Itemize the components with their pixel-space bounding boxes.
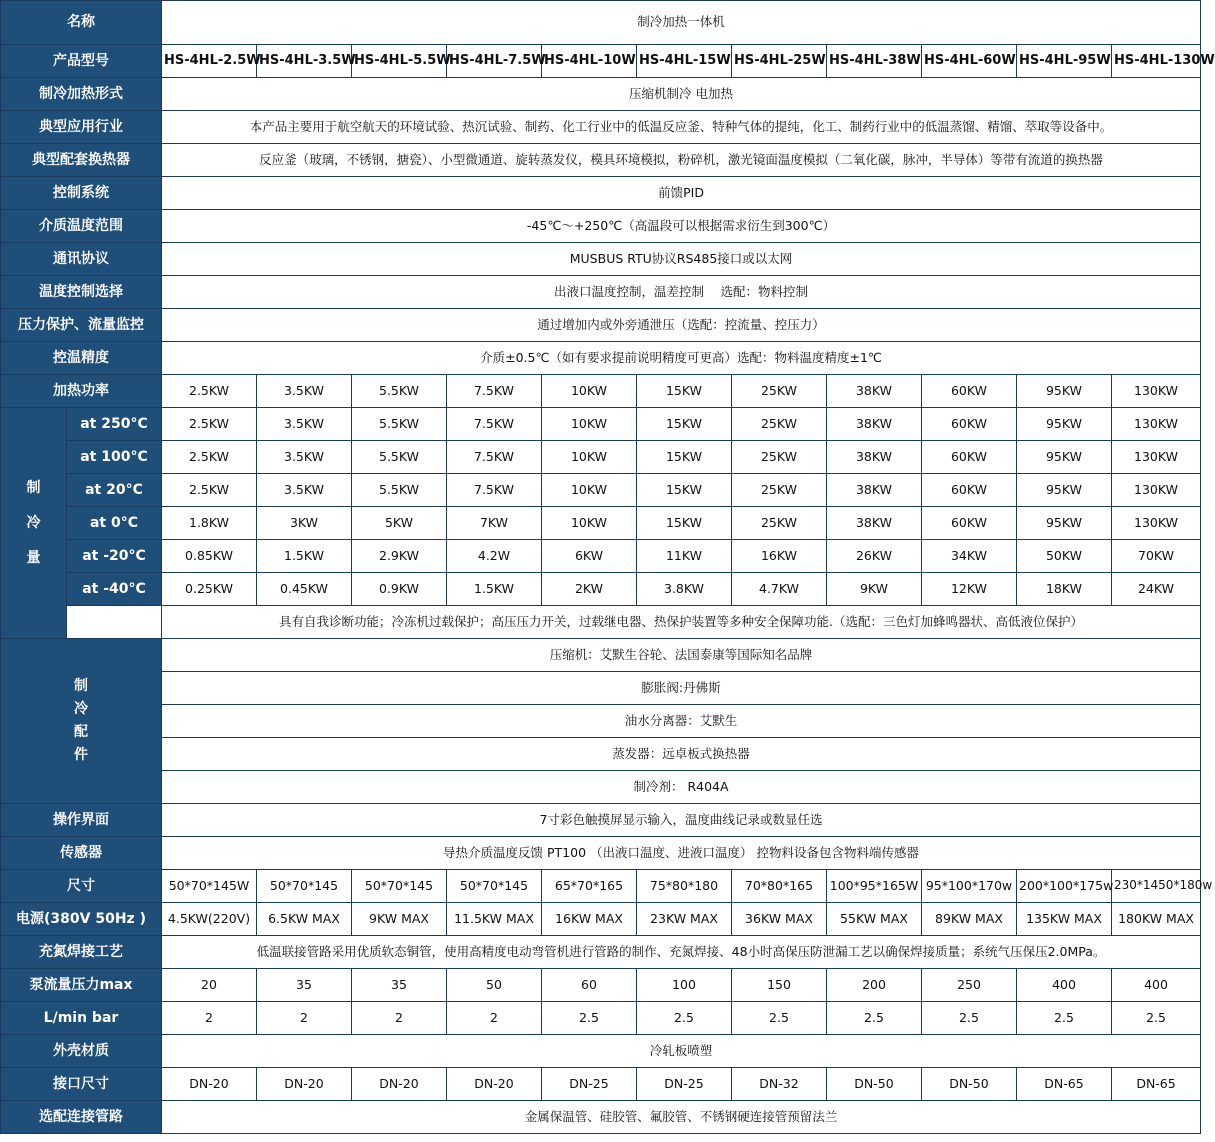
label-precision: 控温精度 — [1, 342, 162, 375]
cooling-value-cell: 5KW — [352, 507, 447, 540]
label-control-system: 控制系统 — [1, 177, 162, 210]
row-cooling — [1, 408, 1201, 441]
value-piping: 金属保温管、硅胶管、氟胶管、不锈钢硬连接管预留法兰 — [162, 1101, 1201, 1134]
model-cell: HS-4HL-3.5W — [257, 45, 352, 78]
heating-power-cell: 5.5KW — [352, 375, 447, 408]
model-cell: HS-4HL-7.5W — [447, 45, 542, 78]
row-power — [1, 903, 1201, 936]
cooling-value-cell: 60KW — [922, 408, 1017, 441]
row-part — [1, 639, 1201, 672]
row-pump — [1, 969, 1201, 1002]
row-pressure — [1, 309, 1201, 342]
cooling-temp-label: at -20°C — [67, 540, 162, 573]
cooling-value-cell: 5.5KW — [352, 474, 447, 507]
row-protocol — [1, 243, 1201, 276]
label-piping: 选配连接管路 — [1, 1101, 162, 1134]
row-cooling — [1, 474, 1201, 507]
row-cooling — [1, 573, 1201, 606]
cooling-temp-label: at 0°C — [67, 507, 162, 540]
row-part — [1, 771, 1201, 804]
row-heating-power — [1, 375, 1201, 408]
size-cell: 50*70*145 — [257, 870, 352, 903]
lmin-cell: 2.5 — [827, 1002, 922, 1035]
cooling-value-cell: 60KW — [922, 474, 1017, 507]
row-part — [1, 738, 1201, 771]
pump-cell: 200 — [827, 969, 922, 1002]
value-name: 制冷加热一体机 — [162, 1, 1201, 45]
heating-power-cell: 38KW — [827, 375, 922, 408]
cooling-value-cell: 7.5KW — [447, 474, 542, 507]
cooling-value-cell: 130KW — [1112, 441, 1201, 474]
cooling-value-cell: 11KW — [637, 540, 732, 573]
cooling-value-cell: 5.5KW — [352, 441, 447, 474]
value-precision: 介质±0.5℃（如有要求提前说明精度可更高）选配：物料温度精度±1℃ — [162, 342, 1201, 375]
size-cell: 65*70*165 — [542, 870, 637, 903]
cooling-value-cell: 95KW — [1017, 474, 1112, 507]
power-cell: 36KW MAX — [732, 903, 827, 936]
size-cell: 75*80*180 — [637, 870, 732, 903]
vertical-char: 冷 — [74, 700, 88, 717]
lmin-cell: 2 — [162, 1002, 257, 1035]
label-heat-exchanger: 典型配套换热器 — [1, 144, 162, 177]
cooling-value-cell: 0.85KW — [162, 540, 257, 573]
cooling-value-cell: 2KW — [542, 573, 637, 606]
row-part — [1, 705, 1201, 738]
port-cell: DN-50 — [827, 1068, 922, 1101]
vertical-char: 配 — [74, 724, 88, 740]
size-cell: 230*1450*180w — [1112, 870, 1201, 903]
port-cell: DN-20 — [257, 1068, 352, 1101]
port-cell: DN-20 — [162, 1068, 257, 1101]
power-cell: 16KW MAX — [542, 903, 637, 936]
heating-power-cell: 130KW — [1112, 375, 1201, 408]
cooling-value-cell: 15KW — [637, 474, 732, 507]
power-cell: 23KW MAX — [637, 903, 732, 936]
cooling-value-cell: 7KW — [447, 507, 542, 540]
cooling-value-cell: 95KW — [1017, 441, 1112, 474]
cooling-value-cell: 2.5KW — [162, 408, 257, 441]
cooling-value-cell: 10KW — [542, 441, 637, 474]
cooling-value-cell: 6KW — [542, 540, 637, 573]
lmin-cell: 2.5 — [922, 1002, 1017, 1035]
port-cell: DN-20 — [447, 1068, 542, 1101]
value-mode: 压缩机制冷 电加热 — [162, 78, 1201, 111]
cooling-value-cell: 95KW — [1017, 507, 1112, 540]
cooling-value-cell: 4.2W — [447, 540, 542, 573]
size-cell: 95*100*170w — [922, 870, 1017, 903]
label-lmin: L/min bar — [1, 1002, 162, 1035]
lmin-cell: 2 — [447, 1002, 542, 1035]
value-part: 油水分离器：艾默生 — [162, 705, 1201, 738]
cooling-value-cell: 50KW — [1017, 540, 1112, 573]
cooling-value-cell: 3.5KW — [257, 474, 352, 507]
vertical-char: 冷 — [26, 514, 41, 531]
lmin-cell: 2.5 — [637, 1002, 732, 1035]
row-lmin — [1, 1002, 1201, 1035]
row-size — [1, 870, 1201, 903]
row-name — [1, 1, 1201, 45]
model-cell: HS-4HL-15W — [637, 45, 732, 78]
cooling-value-cell: 38KW — [827, 507, 922, 540]
cooling-value-cell: 5.5KW — [352, 408, 447, 441]
pump-cell: 400 — [1017, 969, 1112, 1002]
label-shell: 外壳材质 — [1, 1035, 162, 1068]
pump-cell: 150 — [732, 969, 827, 1002]
label-power: 电源(380V 50Hz ) — [1, 903, 162, 936]
cooling-value-cell: 1.5KW — [257, 540, 352, 573]
row-ui — [1, 804, 1201, 837]
lmin-cell: 2 — [352, 1002, 447, 1035]
pump-cell: 35 — [352, 969, 447, 1002]
model-cell: HS-4HL-130W — [1112, 45, 1201, 78]
cooling-value-cell: 24KW — [1112, 573, 1201, 606]
value-safety: 具有自我诊断功能；冷冻机过载保护；高压压力开关，过载继电器、热保护装置等多种安全保障功能.（选配：三色灯加蜂鸣器状、高低液位保护） — [162, 606, 1201, 639]
port-cell: DN-65 — [1017, 1068, 1112, 1101]
cooling-temp-label: at 100°C — [67, 441, 162, 474]
value-heat-exchanger: 反应釜（玻璃，不锈钢，搪瓷）、小型微通道、旋转蒸发仪，模具环境模拟，粉碎机，激光镜面温度模拟（二氧化碳，脉冲，半导体）等带有流道的换热器 — [162, 144, 1201, 177]
heating-power-cell: 15KW — [637, 375, 732, 408]
row-sensor — [1, 837, 1201, 870]
cooling-value-cell: 25KW — [732, 441, 827, 474]
label-sensor: 传感器 — [1, 837, 162, 870]
pump-cell: 35 — [257, 969, 352, 1002]
cooling-value-cell: 7.5KW — [447, 441, 542, 474]
model-cell: HS-4HL-95W — [1017, 45, 1112, 78]
cooling-value-cell: 4.7KW — [732, 573, 827, 606]
model-cell: HS-4HL-38W — [827, 45, 922, 78]
vertical-char: 制 — [74, 677, 88, 694]
cooling-value-cell: 1.5KW — [447, 573, 542, 606]
size-cell: 200*100*175w — [1017, 870, 1112, 903]
cooling-value-cell: 10KW — [542, 408, 637, 441]
row-cooling — [1, 507, 1201, 540]
pump-cell: 400 — [1112, 969, 1201, 1002]
label-pump: 泵流量压力max — [1, 969, 162, 1002]
value-sensor: 导热介质温度反馈 PT100 （出液口温度、进液口温度） 控物料设备包含物料端传感器 — [162, 837, 1201, 870]
value-temp-control: 出液口温度控制，温差控制 选配：物料控制 — [162, 276, 1201, 309]
heating-power-cell: 2.5KW — [162, 375, 257, 408]
power-cell: 9KW MAX — [352, 903, 447, 936]
row-heat-exchanger — [1, 144, 1201, 177]
label-heating-power: 加热功率 — [1, 375, 162, 408]
pump-cell: 100 — [637, 969, 732, 1002]
label-temp-range: 介质温度范围 — [1, 210, 162, 243]
label-port: 接口尺寸 — [1, 1068, 162, 1101]
row-part — [1, 672, 1201, 705]
cooling-value-cell: 3.5KW — [257, 441, 352, 474]
cooling-value-cell: 130KW — [1112, 507, 1201, 540]
cooling-value-cell: 130KW — [1112, 408, 1201, 441]
heating-power-cell: 7.5KW — [447, 375, 542, 408]
lmin-cell: 2.5 — [542, 1002, 637, 1035]
lmin-cell: 2.5 — [1017, 1002, 1112, 1035]
size-cell: 70*80*165 — [732, 870, 827, 903]
row-industry — [1, 111, 1201, 144]
pump-cell: 20 — [162, 969, 257, 1002]
label-cooling-capacity — [1, 408, 67, 639]
value-part: 压缩机：艾默生谷轮、法国泰康等国际知名品牌 — [162, 639, 1201, 672]
size-cell: 50*70*145 — [352, 870, 447, 903]
cooling-value-cell: 9KW — [827, 573, 922, 606]
model-cell: HS-4HL-60W — [922, 45, 1017, 78]
vertical-char: 件 — [74, 747, 88, 764]
heating-power-cell: 25KW — [732, 375, 827, 408]
cooling-temp-label: at 250°C — [67, 408, 162, 441]
port-cell: DN-20 — [352, 1068, 447, 1101]
cooling-value-cell: 1.8KW — [162, 507, 257, 540]
model-cell: HS-4HL-10W — [542, 45, 637, 78]
vertical-char: 制 — [26, 479, 41, 496]
port-cell: DN-50 — [922, 1068, 1017, 1101]
cooling-value-cell: 0.45KW — [257, 573, 352, 606]
label-size: 尺寸 — [1, 870, 162, 903]
port-cell: DN-65 — [1112, 1068, 1201, 1101]
cooling-value-cell: 25KW — [732, 507, 827, 540]
power-cell: 55KW MAX — [827, 903, 922, 936]
power-cell: 6.5KW MAX — [257, 903, 352, 936]
power-cell: 180KW MAX — [1112, 903, 1201, 936]
cooling-value-cell: 3.8KW — [637, 573, 732, 606]
power-cell: 135KW MAX — [1017, 903, 1112, 936]
row-mode — [1, 78, 1201, 111]
row-shell — [1, 1035, 1201, 1068]
row-piping — [1, 1101, 1201, 1134]
cooling-value-cell: 3KW — [257, 507, 352, 540]
row-temp-control — [1, 276, 1201, 309]
cooling-value-cell: 15KW — [637, 507, 732, 540]
cooling-value-cell: 15KW — [637, 441, 732, 474]
heating-power-cell: 3.5KW — [257, 375, 352, 408]
heating-power-cell: 60KW — [922, 375, 1017, 408]
value-part: 膨胀阀:丹佛斯 — [162, 672, 1201, 705]
model-cell: HS-4HL-5.5W — [352, 45, 447, 78]
lmin-cell: 2.5 — [732, 1002, 827, 1035]
value-shell: 冷轧板喷塑 — [162, 1035, 1201, 1068]
heating-power-cell: 10KW — [542, 375, 637, 408]
cooling-value-cell: 25KW — [732, 408, 827, 441]
value-temp-range: -45℃～+250℃（高温段可以根据需求衍生到300℃） — [162, 210, 1201, 243]
label-welding: 充氮焊接工艺 — [1, 936, 162, 969]
model-cell: HS-4HL-25W — [732, 45, 827, 78]
value-part: 蒸发器：远卓板式换热器 — [162, 738, 1201, 771]
cooling-value-cell: 16KW — [732, 540, 827, 573]
cooling-value-cell: 2.9KW — [352, 540, 447, 573]
power-cell: 89KW MAX — [922, 903, 1017, 936]
cooling-value-cell: 95KW — [1017, 408, 1112, 441]
port-cell: DN-25 — [542, 1068, 637, 1101]
cooling-value-cell: 10KW — [542, 474, 637, 507]
cooling-value-cell: 7.5KW — [447, 408, 542, 441]
cooling-value-cell: 60KW — [922, 507, 1017, 540]
cooling-value-cell: 38KW — [827, 408, 922, 441]
cooling-value-cell: 0.25KW — [162, 573, 257, 606]
power-cell: 4.5KW(220V) — [162, 903, 257, 936]
row-control-system — [1, 177, 1201, 210]
value-part: 制冷剂： R404A — [162, 771, 1201, 804]
heating-power-cell: 95KW — [1017, 375, 1112, 408]
lmin-cell: 2.5 — [1112, 1002, 1201, 1035]
cooling-value-cell: 38KW — [827, 441, 922, 474]
label-name: 名称 — [1, 1, 162, 45]
cooling-value-cell: 2.5KW — [162, 474, 257, 507]
label-industry: 典型应用行业 — [1, 111, 162, 144]
value-ui: 7寸彩色触摸屏显示输入，温度曲线记录或数显任选 — [162, 804, 1201, 837]
cooling-value-cell: 15KW — [637, 408, 732, 441]
cooling-value-cell: 38KW — [827, 474, 922, 507]
power-cell: 11.5KW MAX — [447, 903, 542, 936]
row-cooling — [1, 540, 1201, 573]
label-temp-control: 温度控制选择 — [1, 276, 162, 309]
cooling-value-cell: 18KW — [1017, 573, 1112, 606]
cooling-value-cell: 70KW — [1112, 540, 1201, 573]
port-cell: DN-25 — [637, 1068, 732, 1101]
cooling-temp-label: at -40°C — [67, 573, 162, 606]
value-protocol: MUSBUS RTU协议RS485接口或以太网 — [162, 243, 1201, 276]
cooling-value-cell: 25KW — [732, 474, 827, 507]
label-model: 产品型号 — [1, 45, 162, 78]
row-cooling — [1, 441, 1201, 474]
cooling-value-cell: 34KW — [922, 540, 1017, 573]
cooling-value-cell: 60KW — [922, 441, 1017, 474]
value-industry: 本产品主要用于航空航天的环境试验、热沉试验、制药、化工行业中的低温反应釜、特种气体的提纯，化工、制药行业中的低温蒸馏、精馏、萃取等设备中。 — [162, 111, 1201, 144]
value-pressure: 通过增加内或外旁通泄压（选配：控流量、控压力） — [162, 309, 1201, 342]
row-welding — [1, 936, 1201, 969]
cooling-value-cell: 130KW — [1112, 474, 1201, 507]
value-control-system: 前馈PID — [162, 177, 1201, 210]
model-cell: HS-4HL-2.5W — [162, 45, 257, 78]
row-temp-range — [1, 210, 1201, 243]
cooling-value-cell: 0.9KW — [352, 573, 447, 606]
safety-blank-cell — [67, 606, 162, 639]
row-safety — [1, 606, 1201, 639]
row-port — [1, 1068, 1201, 1101]
pump-cell: 50 — [447, 969, 542, 1002]
cooling-value-cell: 3.5KW — [257, 408, 352, 441]
pump-cell: 60 — [542, 969, 637, 1002]
port-cell: DN-32 — [732, 1068, 827, 1101]
vertical-char: 量 — [26, 549, 41, 566]
cooling-temp-label: at 20°C — [67, 474, 162, 507]
row-model — [1, 45, 1201, 78]
label-ui: 操作界面 — [1, 804, 162, 837]
size-cell: 100*95*165W — [827, 870, 922, 903]
lmin-cell: 2 — [257, 1002, 352, 1035]
size-cell: 50*70*145 — [447, 870, 542, 903]
cooling-value-cell: 10KW — [542, 507, 637, 540]
label-protocol: 通讯协议 — [1, 243, 162, 276]
pump-cell: 250 — [922, 969, 1017, 1002]
label-refrigeration-parts — [1, 639, 162, 804]
size-cell: 50*70*145W — [162, 870, 257, 903]
cooling-value-cell: 12KW — [922, 573, 1017, 606]
row-precision — [1, 342, 1201, 375]
label-pressure: 压力保护、流量监控 — [1, 309, 162, 342]
cooling-value-cell: 26KW — [827, 540, 922, 573]
label-mode: 制冷加热形式 — [1, 78, 162, 111]
value-welding: 低温联接管路采用优质软态铜管，使用高精度电动弯管机进行管路的制作、充氮焊接、48小时高保压防泄漏工艺以确保焊接质量；系统气压保压2.0MPa。 — [162, 936, 1201, 969]
cooling-value-cell: 2.5KW — [162, 441, 257, 474]
